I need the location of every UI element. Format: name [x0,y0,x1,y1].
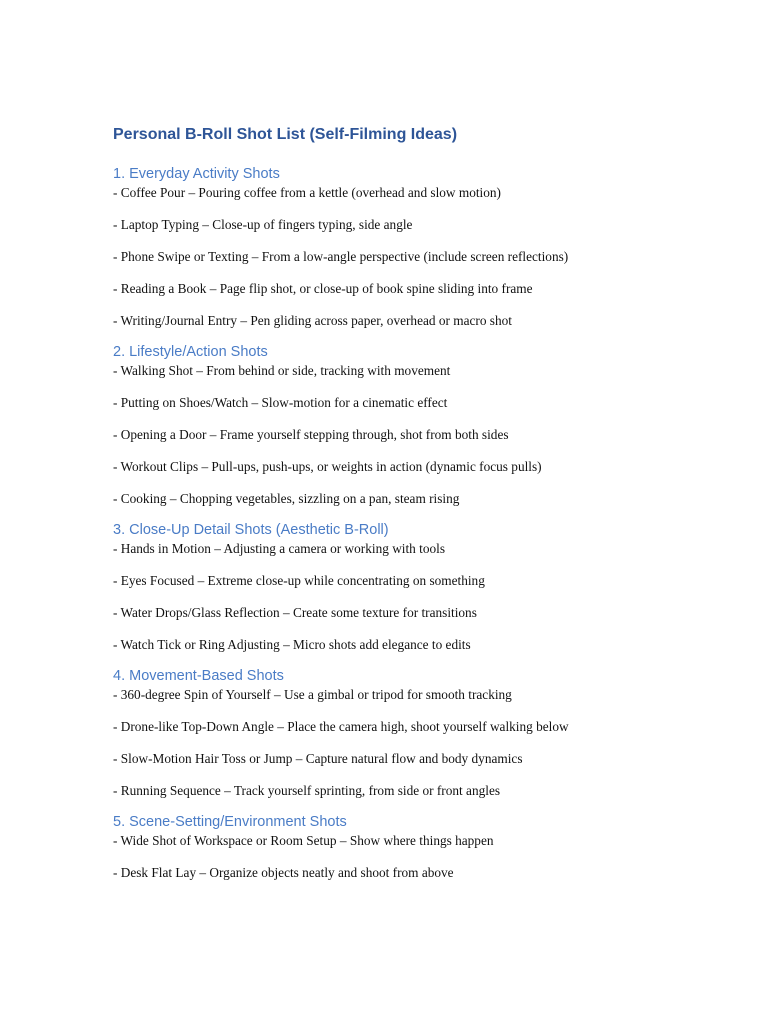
section-everyday-activity [113,164,713,330]
document-page [113,124,713,896]
list-item: - Coffee Pour – Pouring coffee from a kettle (overhead and slow motion) [113,185,501,200]
list-item: - Running Sequence – Track yourself sprinting, from side or front angles [113,783,501,798]
section-heading: 5. Scene-Setting/Environment Shots [113,814,347,830]
list-item: - Putting on Shoes/Watch – Slow-motion for a cinematic effect [113,395,448,410]
list-item: - Writing/Journal Entry – Pen gliding across paper, overhead or macro shot [113,313,512,328]
list-item: - Opening a Door – Frame yourself stepping through, shot from both sides [113,427,509,442]
section-close-up-detail [113,520,713,654]
section-heading: 4. Movement-Based Shots [113,668,284,684]
list-item: - Laptop Typing – Close-up of fingers typing, side angle [113,217,413,232]
list-item: - Watch Tick or Ring Adjusting – Micro shots add elegance to edits [113,637,471,652]
list-item: - Phone Swipe or Texting – From a low-angle perspective (include screen reflections) [113,249,569,264]
list-item: - Slow-Motion Hair Toss or Jump – Capture natural flow and body dynamics [113,751,523,766]
list-item: - Workout Clips – Pull-ups, push-ups, or weights in action (dynamic focus pulls) [113,459,542,474]
list-item: - Wide Shot of Workspace or Room Setup – Show where things happen [113,833,494,848]
list-item: - Hands in Motion – Adjusting a camera or working with tools [113,541,446,556]
document-title: Personal B-Roll Shot List (Self-Filming Ideas) [113,126,458,143]
list-item: - Desk Flat Lay – Organize objects neatly and shoot from above [113,865,454,880]
section-lifestyle-action [113,342,713,508]
list-item: - Eyes Focused – Extreme close-up while concentrating on something [113,573,485,588]
section-heading: 2. Lifestyle/Action Shots [113,344,268,360]
section-heading: 3. Close-Up Detail Shots (Aesthetic B-Roll) [113,522,389,538]
section-heading: 1. Everyday Activity Shots [113,166,280,182]
list-item: - 360-degree Spin of Yourself – Use a gimbal or tripod for smooth tracking [113,687,512,702]
list-item: - Walking Shot – From behind or side, tracking with movement [113,363,451,378]
list-item: - Drone-like Top-Down Angle – Place the camera high, shoot yourself walking below [113,719,569,734]
section-movement-based [113,666,713,800]
list-item: - Water Drops/Glass Reflection – Create some texture for transitions [113,605,477,620]
section-scene-setting [113,812,713,882]
list-item: - Cooking – Chopping vegetables, sizzling on a pan, steam rising [113,491,460,506]
list-item: - Reading a Book – Page flip shot, or close-up of book spine sliding into frame [113,281,533,296]
